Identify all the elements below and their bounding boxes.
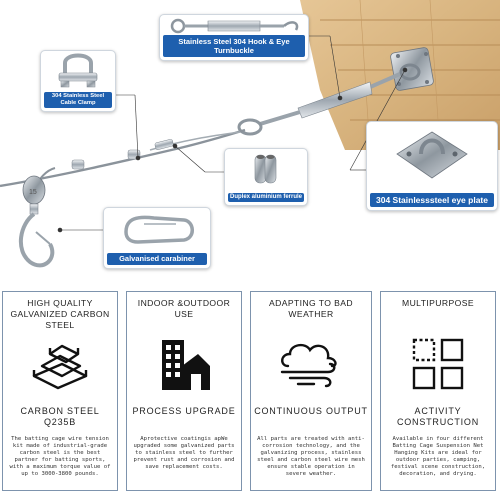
- feature-card-steel: [2, 291, 118, 491]
- steel-ingots-icon: [28, 336, 92, 392]
- turnbuckle-icon: [160, 15, 308, 37]
- cable-clamp-icon: [41, 51, 115, 91]
- carabiner-label: Galvanised carabiner: [107, 253, 207, 265]
- feature-title: INDOOR &OUTDOOR USE: [137, 298, 231, 319]
- feature-text: The batting cage wire tension kit made of industrial-grade carbon steel is the best partner for batting sports, with a maximum torque value of up to 3000-3800 pounds.: [9, 436, 111, 478]
- carabiner-icon: [104, 208, 210, 252]
- feature-card-weather: [250, 291, 372, 491]
- feature-title: MULTIPURPOSE: [402, 298, 474, 308]
- pulley-hook-illustration: [21, 176, 52, 265]
- feature-subtitle: CONTINUOUS OUTPUT: [254, 406, 368, 416]
- feature-card-multipurpose: [380, 291, 496, 491]
- clamp-label: 304 Stainless Steel Cable Clamp: [44, 92, 112, 108]
- ferrule-icon: [225, 149, 307, 191]
- clamp-callout: [40, 50, 116, 112]
- ferrule-callout: [224, 148, 308, 206]
- turnbuckle-label: Stainless Steel 304 Hook & Eye Turnbuckle: [163, 35, 305, 57]
- feature-text: Aprotective coatingis apWe upgraded some galvanized parts to stainless steel to further prevent rust and corrosion and save replacement costs.: [133, 436, 235, 471]
- eye-plate-callout: [366, 121, 498, 211]
- eye-plate-label: 304 Stainlesssteel eye plate: [370, 193, 494, 207]
- wind-cloud-icon: [276, 336, 346, 392]
- turnbuckle-callout: [159, 14, 309, 61]
- feature-text: Available in four different Batting Cage Suspension Net Hanging Kits are ideal for outdoor parties, camping, festival scene construction, decoration, and drying.: [390, 436, 486, 478]
- eye-plate-illustration: [390, 47, 434, 91]
- feature-subtitle: PROCESS UPGRADE: [132, 406, 236, 416]
- carabiner-callout: [103, 207, 211, 269]
- feature-title: ADAPTING TO BAD WEATHER: [269, 298, 353, 319]
- buildings-icon: [156, 336, 212, 394]
- grid-squares-icon: [410, 336, 466, 392]
- feature-title: HIGH QUALITY GALVANIZED CARBON STEEL: [10, 298, 110, 330]
- feature-subtitle: ACTIVITY CONSTRUCTION: [396, 406, 480, 427]
- eye-plate-icon: [367, 122, 497, 188]
- feature-subtitle: CARBON STEEL Q235B: [20, 406, 100, 427]
- ferrule-label: Duplex aluminium ferrule: [229, 194, 302, 200]
- feature-cards: [0, 288, 500, 500]
- feature-text: All parts are treated with anti-corrosion technology, and the galvanizing process, stainless steel and carbon steel wire mesh ensure stable operation in severe weather.: [257, 436, 365, 478]
- feature-card-indoor: [126, 291, 242, 491]
- svg-text:15: 15: [29, 189, 37, 196]
